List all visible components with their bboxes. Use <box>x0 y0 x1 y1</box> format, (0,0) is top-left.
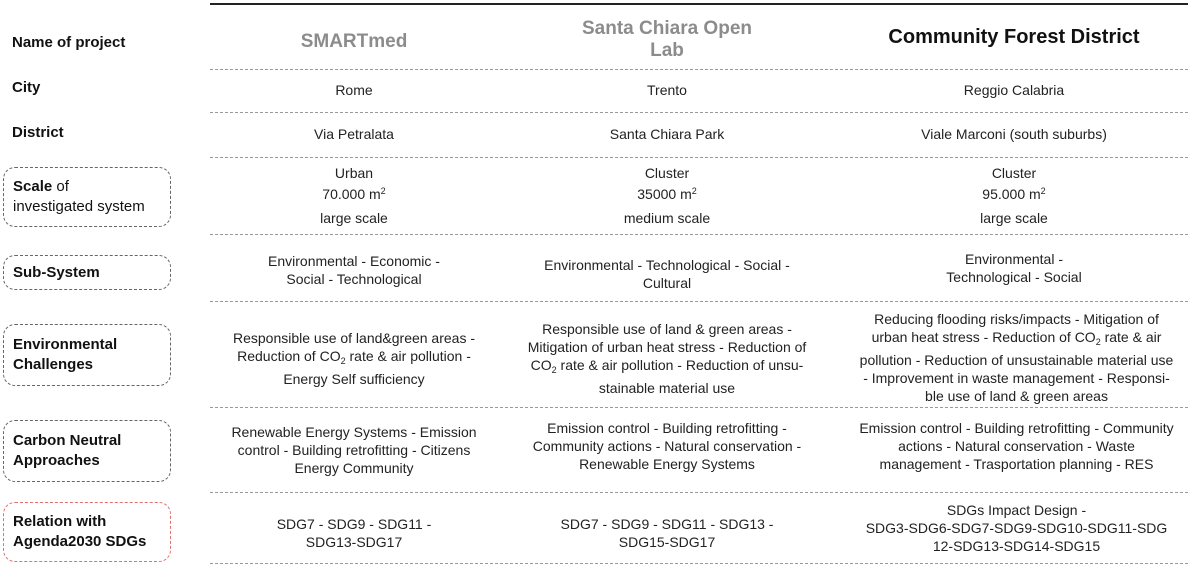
scale-bold: Scale <box>13 178 53 195</box>
sdg-2-line: SDG7 - SDG9 - SDG11 - SDG13 - <box>560 516 774 532</box>
scale-area-2 <box>537 182 797 203</box>
row-divider <box>210 563 1188 564</box>
subsystem-3-line: Technological - Social <box>946 269 1082 285</box>
district-2: Santa Chiara Park <box>609 126 725 142</box>
project-name-2-line2: Lab <box>650 40 684 61</box>
sdg-1-line: SDG13-SDG17 <box>305 534 403 550</box>
env-label-line1: Environmental <box>13 336 118 353</box>
subsystem-1-line: Social - Technological <box>286 271 422 287</box>
subsystem-2 <box>517 256 817 292</box>
carbon-label-line2: Approaches <box>13 452 100 469</box>
row-divider <box>210 234 1188 235</box>
env-1-text: rate & air pollution - <box>345 348 471 364</box>
project-name-1: SMARTmed <box>300 31 408 52</box>
sdg-3-line: SDGs Impact Design - <box>946 502 1087 518</box>
scale-area-exp-2: 2 <box>691 186 697 196</box>
row-label-name: Name of project <box>12 34 126 51</box>
subsystem-3 <box>864 250 1164 286</box>
scale-rest-2: investigated system <box>13 198 145 215</box>
carbon-1-line: control - Building retrofitting - Citizens <box>237 442 471 458</box>
row-label-carbon-box <box>3 420 171 482</box>
subsystem-3-line: Environmental - <box>964 251 1064 267</box>
env-1-line: Responsible use of land&green areas - <box>232 330 476 346</box>
project-name-2 <box>537 18 797 62</box>
env-3-line: Reducing flooding risks/impacts - Mitigation of <box>874 311 1159 327</box>
row-label-carbon <box>13 431 121 471</box>
row-label-scale-box <box>3 167 171 227</box>
row-label-sdg <box>13 512 146 552</box>
scale-3 <box>864 164 1164 227</box>
scale-2 <box>537 164 797 227</box>
env-2-subscript: 2 <box>551 365 557 375</box>
scale-type-3: Cluster <box>991 165 1037 181</box>
env-3-line: pollution - Reduction of unsustainable material use <box>859 352 1174 368</box>
row-label-sdg-box <box>3 502 171 562</box>
sdg-1-line: SDG7 - SDG9 - SDG11 - <box>276 516 432 532</box>
row-label-env-box <box>3 324 171 386</box>
env-3-text: urban heat stress - Reduction of CO <box>871 329 1096 345</box>
sdg-2-line: SDG15-SDG17 <box>618 534 716 550</box>
carbon-1-line: Renewable Energy Systems - Emission <box>231 424 477 440</box>
row-label-scale <box>13 177 145 217</box>
row-divider <box>210 157 1188 158</box>
carbon-2-line: Community actions - Natural conservation - <box>532 438 802 454</box>
carbon-2-line: Renewable Energy Systems <box>579 456 755 472</box>
env-1-line <box>204 347 504 370</box>
sdg-3-line: SDG3-SDG6-SDG7-SDG9-SDG10-SDG11-SDG <box>865 520 1168 536</box>
row-label-subsystem: Sub-System <box>13 263 100 281</box>
subsystem-1 <box>224 252 484 288</box>
env-3-line: - Improvement in waste management - Responsi- <box>863 370 1170 386</box>
row-label-city: City <box>12 79 41 96</box>
project-name-2-line1: Santa Chiara Open <box>582 18 752 39</box>
sdg-3-line: 12-SDG13-SDG14-SDG15 <box>932 538 1101 554</box>
env-2-line: stainable material use <box>598 380 736 396</box>
scale-1 <box>224 164 484 227</box>
carbon-2-line: Emission control - Building retrofitting - <box>547 420 787 436</box>
row-label-subsystem-box <box>3 255 171 290</box>
city-3: Reggio Calabria <box>963 82 1065 98</box>
city-1: Rome <box>335 82 373 98</box>
env-1-subscript: 2 <box>340 356 346 366</box>
scale-area-value-3: 95.000 m <box>982 186 1041 202</box>
row-divider <box>210 112 1188 113</box>
env-2 <box>512 320 822 397</box>
row-divider <box>210 69 1188 70</box>
sdg-1 <box>224 515 484 551</box>
sdg-3 <box>844 501 1189 555</box>
district-1: Via Petralata <box>314 126 394 142</box>
subsystem-2-line: Environmental - Technological - Social - <box>544 257 790 273</box>
env-2-line <box>512 356 822 379</box>
row-divider <box>210 301 1188 302</box>
scale-area-value-2: 35000 m <box>637 186 692 202</box>
scale-size-1: large scale <box>320 210 388 226</box>
district-3: Viale Marconi (south suburbs) <box>921 126 1107 142</box>
scale-size-2: medium scale <box>623 210 711 226</box>
scale-size-3: large scale <box>980 210 1048 226</box>
scale-type-1: Urban <box>334 165 374 181</box>
env-1-line: Energy Self sufficiency <box>283 371 425 387</box>
row-label-env <box>13 335 117 375</box>
city-2: Trento <box>647 82 687 98</box>
env-3-subscript: 2 <box>1095 337 1101 347</box>
project-name-3: Community Forest District <box>888 26 1140 48</box>
carbon-3 <box>844 419 1189 473</box>
env-1-text: Reduction of CO <box>237 348 341 364</box>
env-2-text: rate & air pollution - Reduction of unsu- <box>556 357 804 373</box>
env-3-line: ble use of land & green areas <box>925 388 1108 404</box>
env-3-line <box>849 328 1184 351</box>
table-top-rule <box>210 3 1188 5</box>
scale-rest-1: of <box>52 178 69 195</box>
env-label-line2: Challenges <box>13 356 94 373</box>
carbon-1-line: Energy Community <box>294 460 414 476</box>
carbon-3-line: Emission control - Building retrofitting - Community <box>859 420 1174 436</box>
env-2-line: Mitigation of urban heat stress - Reduction of <box>527 339 807 355</box>
env-1 <box>204 329 504 388</box>
carbon-label-line1: Carbon Neutral <box>13 432 122 449</box>
carbon-3-line: management - Trasportation planning - RES <box>879 456 1154 472</box>
subsystem-2-line: Cultural <box>642 275 692 291</box>
subsystem-1-line: Environmental - Economic - <box>268 253 440 269</box>
scale-type-2: Cluster <box>644 165 690 181</box>
sdg-label-line2: Agenda2030 SDGs <box>13 533 147 550</box>
sdg-label-line1: Relation with <box>13 513 107 530</box>
scale-area-exp-1: 2 <box>380 186 386 196</box>
env-2-line: Responsible use of land & green areas - <box>542 321 792 337</box>
env-3-text: rate & air <box>1100 329 1162 345</box>
scale-area-exp-3: 2 <box>1040 186 1046 196</box>
scale-area-3 <box>864 182 1164 203</box>
carbon-3-line: actions - Natural conservation - Waste <box>898 438 1135 454</box>
scale-area-value-1: 70.000 m <box>322 186 381 202</box>
scale-area-1 <box>224 182 484 203</box>
row-label-district: District <box>12 124 64 141</box>
carbon-2 <box>512 419 822 473</box>
sdg-2 <box>517 515 817 551</box>
env-3 <box>849 310 1184 405</box>
row-divider <box>210 492 1188 493</box>
carbon-1 <box>204 423 504 477</box>
row-divider <box>210 407 1188 408</box>
env-2-text: CO <box>530 357 552 373</box>
